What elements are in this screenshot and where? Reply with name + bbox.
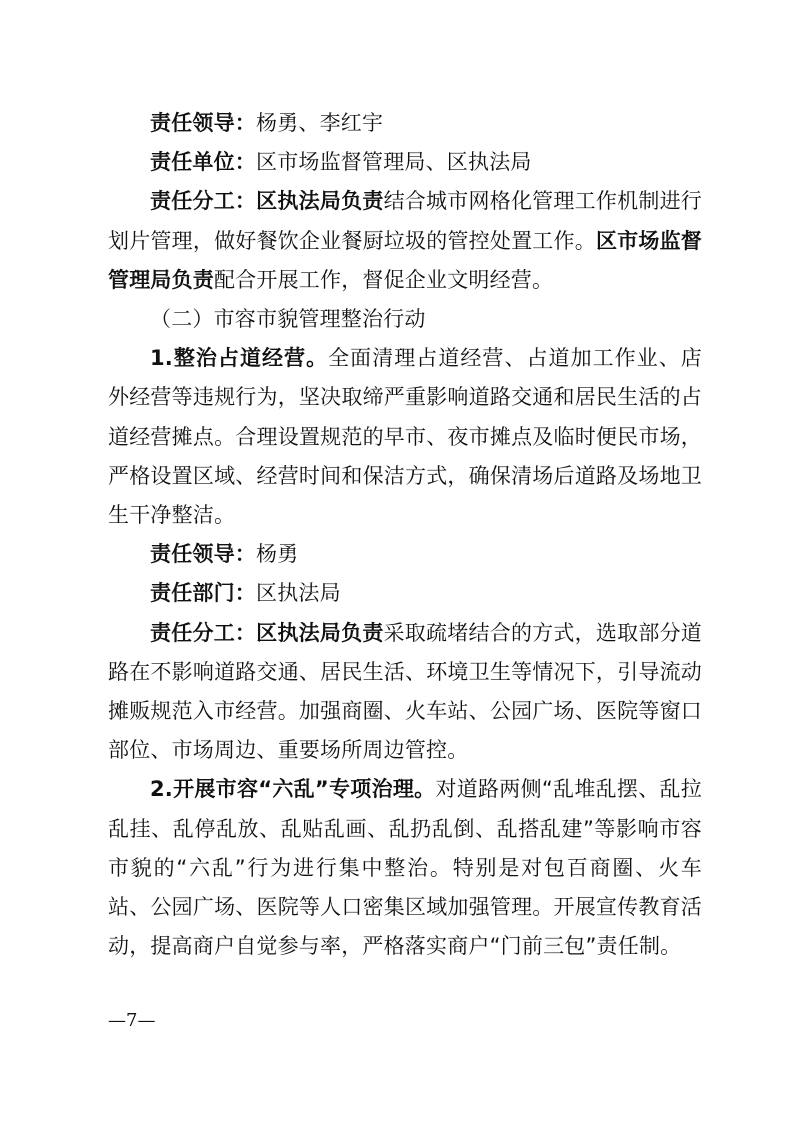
responsible-leader-value: 杨勇	[256, 542, 299, 567]
responsible-unit-label: 责任单位：	[150, 150, 256, 175]
responsible-leader-label: 责任领导：	[150, 111, 256, 135]
responsible-department-label: 责任部门：	[150, 581, 256, 606]
document-body	[108, 104, 702, 966]
numbered-item-paragraph	[108, 339, 702, 535]
division-bold-segment: 区市场监督管理局负责	[108, 228, 702, 292]
responsible-unit-paragraph	[108, 143, 702, 182]
responsible-leader-value: 杨勇、李红宇	[256, 111, 384, 135]
numbered-item-text: 对道路两侧“乱堆乱摆、乱拉乱挂、乱停乱放、乱贴乱画、乱扔乱倒、乱搭乱建”等影响市容市貌的“六乱”行为进行集中整治。特别是对包百商圈、火车站、公园广场、医院等人口密集区域加强管理。开展宣传教育活动，提高商户自觉参与率，严格落实商户“门前三包”责任制。	[108, 777, 702, 959]
responsibility-division-label: 责任分工：	[150, 620, 257, 645]
responsible-department-value: 区执法局	[256, 581, 341, 606]
responsible-leader-label: 责任领导：	[150, 542, 256, 567]
section-heading-text: （二）市容市貌管理整治行动	[150, 307, 426, 332]
numbered-item-paragraph	[108, 770, 702, 966]
responsible-unit-value: 区市场监督管理局、区执法局	[256, 150, 532, 175]
numbered-item-title: 2.开展市容“六乱”专项治理。	[150, 777, 436, 802]
division-bold-segment: 区执法局负责	[256, 620, 384, 645]
responsibility-division-paragraph	[108, 614, 702, 771]
responsibility-division-label: 责任分工：	[150, 189, 257, 214]
numbered-item-text: 全面清理占道经营、占道加工作业、店外经营等违规行为，坚决取缔严重影响道路交通和居民生活的占道经营摊点。合理设置规范的早市、夜市摊点及临时便民市场，严格设置区域、经营时间和保洁方式，确保清场后道路及场地卫生干净整洁。	[108, 346, 702, 528]
section-heading	[108, 300, 702, 339]
division-text-segment: 采取疏堵结合的方式，选取部分道路在不影响道路交通、居民生活、环境卫生等情况下，引导流动摊贩规范入市经营。加强商圈、火车站、公园广场、医院等窗口部位、市场周边、重要场所周边管控。	[108, 620, 703, 763]
division-text-segment: 配合开展工作，督促企业文明经营。	[214, 267, 554, 292]
division-text-segment: 结合城市网格化管理工作机制进行划片管理，做好餐饮企业餐厨垃圾的管控处置工作。	[108, 189, 703, 253]
division-bold-segment: 区执法局负责	[256, 189, 384, 214]
responsibility-division-paragraph	[108, 182, 702, 300]
numbered-item-title: 1.整治占道经营。	[150, 346, 329, 371]
responsible-department-paragraph	[108, 574, 702, 613]
responsible-leader-paragraph	[108, 535, 702, 574]
responsible-leader-paragraph	[108, 104, 702, 143]
page-number: —7—	[108, 1010, 156, 1031]
